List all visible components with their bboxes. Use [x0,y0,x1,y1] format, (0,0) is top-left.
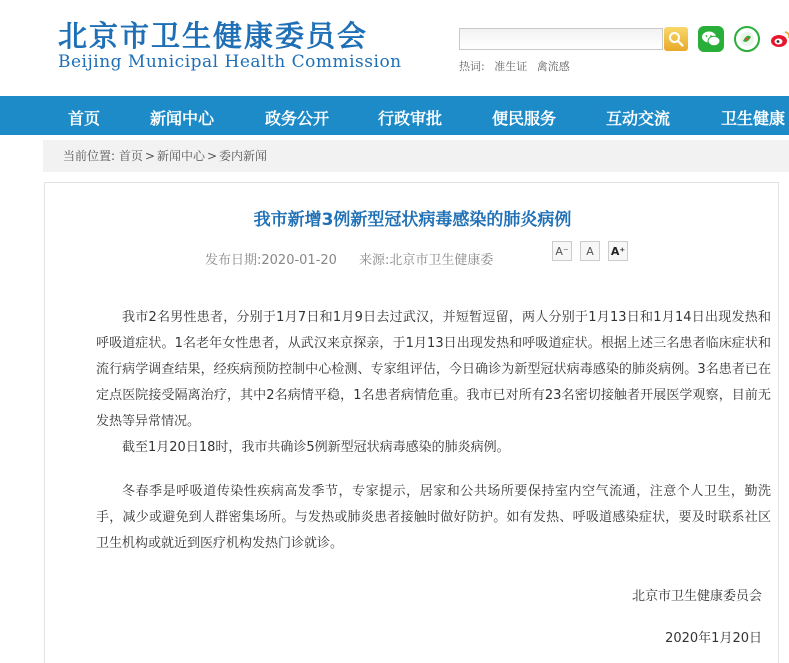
hot-terms-label: 热词: [459,60,485,73]
mini-program-icon[interactable] [734,26,760,52]
article-paragraph: 我市2名男性患者，分别于1月7日和1月9日去过武汉，并短暂逗留，两人分别于1月13日和1月14日出现发热和呼吸道症状。1名老年女性患者，从武汉来京探亲，于1月13日出现发热和呼吸道症状。根据上述三名患者临床症状和流行病学调查结果，经疾病预防控制中心检测、专家组评估，今日确诊为新型冠状病毒感染的肺炎病例。3名患者已在定点医院接受隔离治疗，其中2名病情平稳，1名患者病情危重。我市已对所有23名密切接触者开展医学观察，目前无发热等异常情况。 [96,310,771,429]
site-header [0,0,789,96]
search-input[interactable] [459,28,663,50]
nav-item-administrative-approval[interactable]: 行政审批 [378,109,443,128]
article-sign-date: 2020年1月20日 [665,631,762,646]
font-size-increase-button[interactable]: A⁺ [608,241,628,261]
hot-term-link[interactable]: 准生证 [494,60,528,73]
site-logo-english[interactable]: Beijing Municipal Health Commission [58,52,402,72]
nav-item-government-affairs[interactable]: 政务公开 [265,109,330,128]
font-size-decrease-button[interactable]: A⁻ [552,241,572,261]
main-nav [0,96,789,135]
search-icon [668,31,684,47]
article-title: 我市新增3例新型冠状病毒感染的肺炎病例 [253,210,572,230]
nav-item-news[interactable]: 新闻中心 [150,109,215,128]
search-button[interactable] [664,27,688,51]
source-label: 来源: [358,253,390,268]
publish-date: 2020-01-20 [261,253,337,268]
article-signature: 北京市卫生健康委员会 [631,589,762,604]
weibo-icon[interactable] [768,26,789,52]
nav-item-public-service[interactable]: 便民服务 [492,109,557,128]
hot-term-link[interactable]: 禽流感 [536,60,570,73]
source: 北京市卫生健康委 [389,253,494,268]
article-paragraph: 截至1月20日18时，我市共确诊5例新型冠状病毒感染的肺炎病例。 [122,440,510,455]
breadcrumb-separator: > [144,149,155,163]
breadcrumb-item-home[interactable]: 首页 [118,149,143,163]
breadcrumb-label: 当前位置: [63,149,116,163]
breadcrumb [43,140,789,172]
hot-terms [459,58,576,74]
nav-item-health[interactable]: 卫生健康 [721,109,786,128]
article-meta [205,249,493,268]
breadcrumb-separator: > [206,149,218,163]
article [44,182,779,663]
wechat-icon[interactable] [698,26,724,52]
article-paragraph: 冬春季是呼吸道传染性疾病高发季节，专家提示，居家和公共场所要保持室内空气流通，注意个人卫生，勤洗手，减少或避免到人群密集场所。与发热或肺炎患者接触时做好防护。如有发热、呼吸道感染症状，要及时联系社区卫生机构或就近到医疗机构发热门诊就诊。 [96,484,771,551]
publish-date-label: 发布日期: [205,253,262,268]
site-logo-chinese[interactable]: 北京市卫生健康委员会 [58,19,369,53]
nav-item-home[interactable]: 首页 [68,109,101,128]
nav-item-interaction[interactable]: 互动交流 [606,109,671,128]
breadcrumb-item-news[interactable]: 新闻中心 [156,149,205,163]
breadcrumb-item-internal-news[interactable]: 委内新闻 [219,149,268,163]
font-size-default-button[interactable]: A [580,241,600,261]
